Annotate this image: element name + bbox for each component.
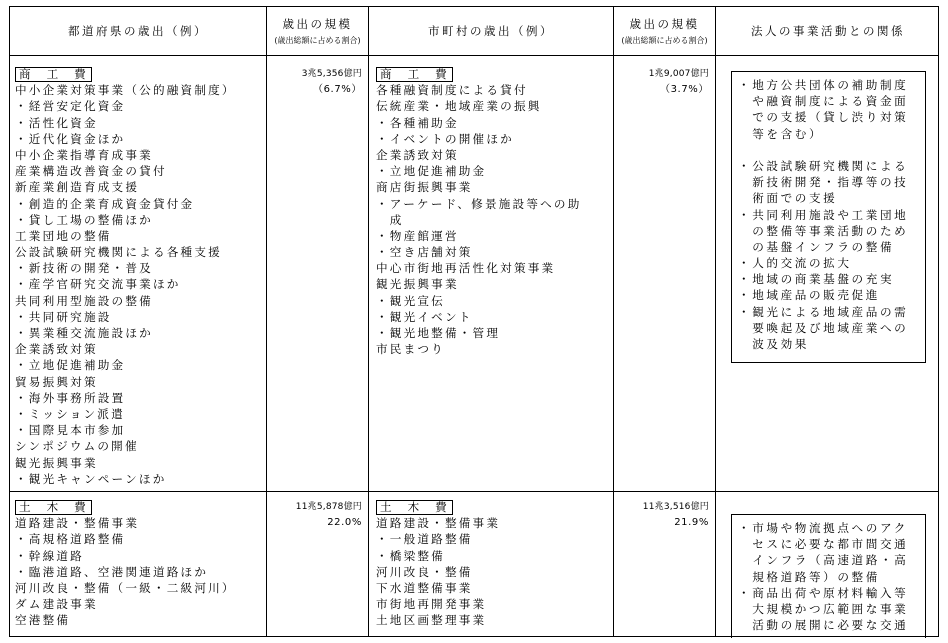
section1-pref-scale (270, 66, 362, 98)
list-item: 企業誘致対策 (15, 342, 98, 357)
section1-muni-amount: 1兆9,007億円 (648, 69, 709, 79)
section2-muni-column (376, 499, 612, 629)
list-item: 中小企業指導育成事業 (15, 147, 153, 162)
header-scale-2 (614, 7, 715, 55)
column-divider (715, 7, 716, 636)
section1-pref-items (15, 82, 265, 487)
relation-item: ・地域の商業基盤の充実 (738, 272, 895, 287)
relation-item: 大規模かつ広範囲な事業 (738, 601, 909, 616)
section1-pref-amount: 3兆5,356億円 (301, 69, 362, 79)
list-item: 企業誘致対策 (376, 147, 459, 162)
section1-muni-scale (617, 66, 709, 98)
list-item: 空港整備 (15, 613, 71, 628)
list-item: ・イベントの開催ほか (376, 131, 514, 146)
header-muni (369, 7, 613, 55)
list-item: 観光振興事業 (376, 277, 459, 292)
list-item: 観光振興事業 (15, 455, 98, 470)
relation-item (738, 142, 919, 158)
section2-pref-items (15, 515, 265, 628)
section2-muni-ratio: 21.9% (674, 517, 709, 529)
section1-muni-ratio: （3.7%） (659, 84, 709, 96)
relation-item: や融資制度による資金面 (738, 94, 909, 109)
list-item: 中小企業対策事業（公的融資制度） (15, 83, 236, 98)
relation-item: 規格道路等）の整備 (738, 569, 880, 584)
list-item: ・異業種交流施設ほか (15, 326, 153, 340)
column-divider (368, 7, 369, 636)
list-item: ・各種補助金 (376, 115, 459, 130)
relation-item: セスに必要な都市間交通 (738, 537, 909, 552)
list-item: ・観光イベント (376, 309, 473, 324)
section2-relation-box (731, 514, 926, 638)
relation-item: 活動の展開に必要な交通 (738, 618, 909, 633)
list-item: ・物産館運営 (376, 228, 459, 243)
section1-relation-box (731, 71, 926, 363)
list-item: 道路建設・整備事業 (376, 516, 501, 531)
list-item: ・空き店舗対策 (376, 245, 473, 260)
list-item: 成 (376, 212, 404, 227)
list-item: ・観光キャンペーンほか (15, 471, 167, 486)
relation-item: インフラ（高速道路・高 (738, 553, 909, 568)
section-divider (10, 491, 938, 492)
section2-muni-scale (617, 499, 709, 531)
list-item: ・立地促進補助金 (376, 164, 487, 179)
header-relation-label: 法人の事業活動との関係 (751, 24, 905, 38)
section2-muni-amount: 11兆3,516億円 (642, 502, 709, 512)
section2-pref-amount: 11兆5,878億円 (295, 502, 362, 512)
list-item: 産業構造改善資金の貸付 (15, 164, 167, 179)
list-item: ・新技術の開発・普及 (15, 261, 153, 276)
list-item: ・臨港道路、空港関連道路ほか (15, 564, 209, 579)
list-item: 河川改良・整備（一級・二級河川） (15, 580, 236, 595)
section1-muni-title: 商 工 費 (376, 67, 453, 82)
list-item: ・一般道路整備 (376, 532, 473, 547)
relation-item: の整備等事業活動のため (738, 223, 909, 238)
section1-pref-title: 商 工 費 (15, 67, 92, 82)
list-item: 新産業創造育成支援 (15, 180, 140, 195)
list-item: シンポジウムの開催 (15, 439, 139, 454)
list-item: 貿易振興対策 (15, 374, 98, 389)
relation-item: ・公設試験研究機関による (738, 158, 909, 173)
section2-muni-title: 土 木 費 (376, 500, 453, 515)
list-item: ・共同研究施設 (15, 309, 112, 324)
header-pref (10, 7, 266, 55)
list-item: 河川改良・整備 (376, 564, 473, 579)
section1-muni-column (376, 66, 612, 357)
relation-item: 術面での支援 (738, 191, 838, 206)
relation-item: ・観光による地域産品の需 (738, 304, 909, 319)
list-item: 工業団地の整備 (15, 228, 112, 243)
relation-item: ・地方公共団体の補助制度 (738, 78, 909, 92)
list-item: ・創造的企業育成資金貸付金 (15, 196, 195, 211)
section2-pref-scale (270, 499, 362, 531)
section2-pref-title: 土 木 費 (15, 500, 92, 515)
list-item: ・ミッション派遣 (15, 406, 125, 421)
list-item: ・活性化資金 (15, 115, 98, 130)
list-item: ・アーケード、修景施設等への助 (376, 196, 582, 211)
header-scale (267, 7, 368, 55)
relation-item: 波及効果 (738, 337, 809, 351)
list-item: ・海外事務所設置 (15, 390, 126, 405)
header-pref-label: 都道府県の歳出（例） (68, 24, 208, 38)
list-item: 商店街振興事業 (376, 180, 473, 195)
header-relation (716, 7, 940, 55)
header-divider (10, 55, 938, 56)
list-item: ダム建設事業 (15, 597, 98, 612)
list-item: 道路建設・整備事業 (15, 516, 140, 531)
list-item: 公設試験研究機関による各種支援 (15, 245, 222, 260)
relation-item: ・商品出荷や原材料輸入等 (738, 585, 909, 600)
header-scale-label: 歳出の規模 (282, 17, 353, 31)
header-scale2-note: (歳出総額に占める割合) (621, 36, 708, 45)
relation-item: 新技術開発・指導等の技 (738, 175, 909, 190)
expenditure-table (9, 6, 939, 637)
section1-muni-items (376, 82, 612, 357)
list-item: ・橋梁整備 (376, 548, 445, 563)
list-item: ・産学官研究交流事業ほか (15, 277, 181, 292)
list-item: ・観光地整備・管理 (376, 326, 501, 340)
section1-pref-ratio: （6.7%） (312, 84, 362, 96)
list-item: ・経営安定化資金 (15, 99, 126, 114)
list-item: 各種融資制度による貸付 (376, 83, 528, 98)
section1-relation-items (738, 77, 919, 352)
list-item: ・高規格道路整備 (15, 532, 126, 547)
relation-item: 要喚起及び地域産業への (738, 320, 909, 335)
list-item: 中心市街地再活性化対策事業 (376, 261, 556, 276)
list-item: 伝統産業・地域産業の振興 (376, 99, 542, 114)
list-item: ・国際見本市参加 (15, 423, 126, 438)
relation-item: ・人的交流の拡大 (738, 256, 852, 271)
relation-item: 等を含む） (738, 126, 824, 141)
column-divider (613, 7, 614, 636)
relation-item: ・地域産品の販売促進 (738, 288, 880, 303)
section2-pref-column (15, 499, 265, 629)
relation-item: の基盤インフラの整備 (738, 239, 895, 254)
header-scale2-label: 歳出の規模 (629, 17, 700, 31)
relation-item: ・共同利用施設や工業団地 (738, 207, 909, 222)
section1-pref-column (15, 66, 265, 487)
fiscal-table-page (9, 6, 939, 637)
list-item: 市民まつり (376, 342, 445, 357)
section2-muni-items (376, 515, 612, 628)
header-scale-note: (歳出総額に占める割合) (274, 36, 361, 45)
list-item: ・観光宣伝 (376, 293, 445, 308)
list-item: 土地区画整理事業 (376, 613, 487, 628)
section2-relation-items (738, 520, 919, 633)
list-item: ・近代化資金ほか (15, 131, 126, 146)
header-muni-label: 市町村の歳出（例） (428, 24, 554, 38)
list-item: ・貸し工場の整備ほか (15, 212, 153, 227)
list-item: 共同利用型施設の整備 (15, 293, 153, 308)
column-divider (266, 7, 267, 636)
list-item: 下水道整備事業 (376, 580, 473, 595)
relation-item: ・市場や物流拠点へのアク (738, 521, 908, 535)
list-item: ・幹線道路 (15, 548, 84, 563)
section2-pref-ratio: 22.0% (327, 517, 362, 529)
list-item: ・立地促進補助金 (15, 358, 126, 373)
relation-item: での支援（貸し渋り対策 (738, 110, 909, 125)
list-item: 市街地再開発事業 (376, 597, 487, 612)
